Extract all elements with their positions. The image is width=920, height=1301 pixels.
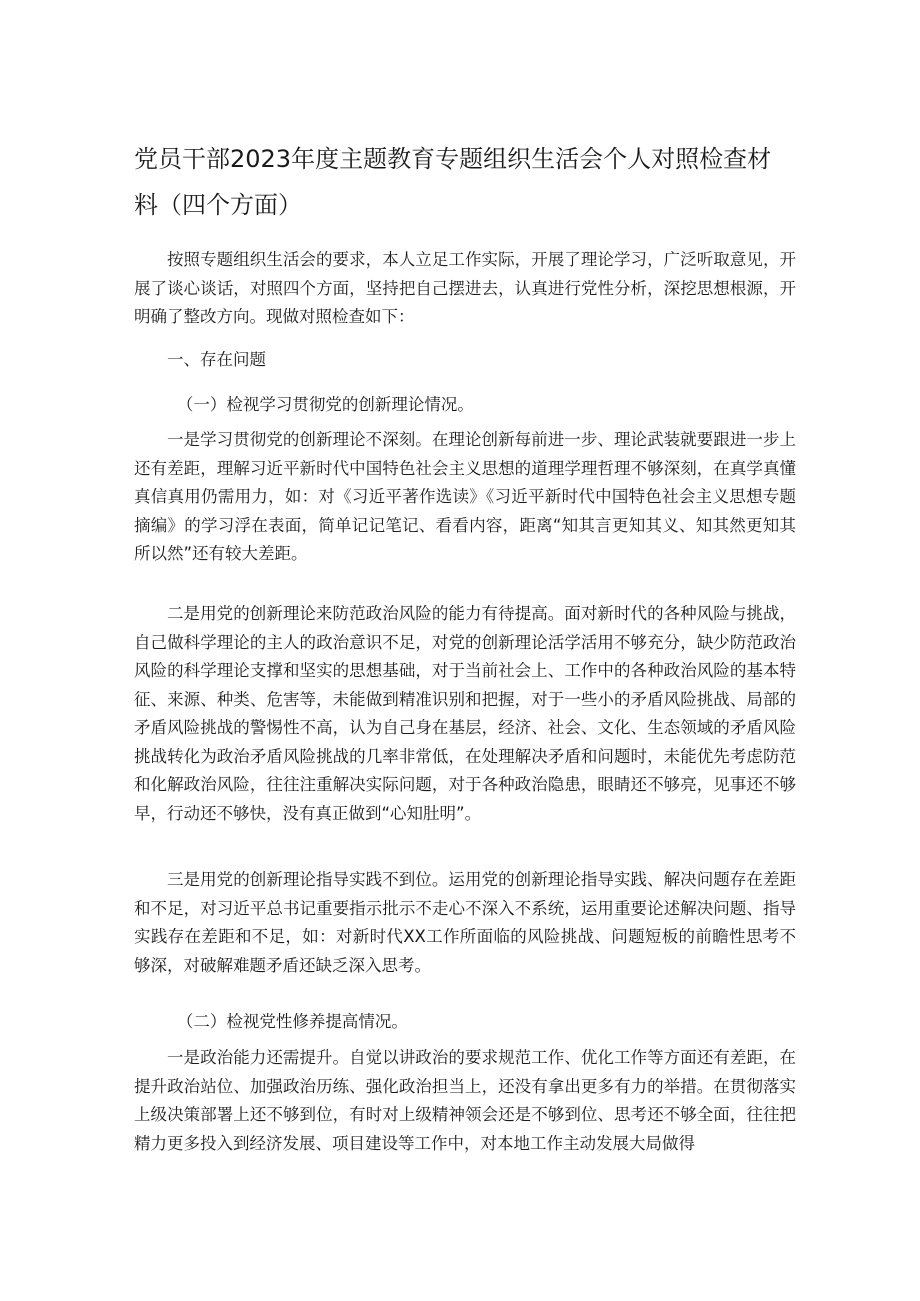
section-heading-problems: 一、存在问题: [167, 350, 266, 369]
paragraph-theory-1: 一是学习贯彻党的创新理论不深刻。在理论创新每前进一步、理论武装就要跟进一步上还有差距，理解习近平新时代中国特色社会主义思想的道理学理哲理不够深刻，在真学真懂真信真用仍需用力，如：对《习近平著作选读》《习近平新时代中国特色社会主义思想专题摘编》的学习浮在表面，简单记记笔记、看看内容，距离“知其言更知其义、知其然更知其所以然”还有较大差距。: [134, 430, 796, 563]
paragraph-theory-3: 三是用党的创新理论指导实践不到位。运用党的创新理论指导实践、解决问题存在差距和不足，对习近平总书记重要指示批示不走心不深入不系统，运用重要论述解决问题、指导实践存在差距和不足，如：对新时代XX工作所面临的风险挑战、问题短板的前瞻性思考不够深，对破解难题矛盾还缺乏深入思考。: [134, 870, 796, 975]
intro-paragraph: 按照专题组织生活会的要求，本人立足工作实际，开展了理论学习，广泛听取意见，开展了谈心谈话，对照四个方面，坚持把自己摆进去，认真进行党性分析，深挖思想根源，开明确了整改方向。现做对照检查如下：: [134, 250, 796, 326]
paragraph-theory-2: 二是用党的创新理论来防范政治风险的能力有待提高。面对新时代的各种风险与挑战，自己做科学理论的主人的政治意识不足，对党的创新理论活学活用不够充分，缺少防范政治风险的科学理论支撑和坚实的思想基础，对于当前社会上、工作中的各种政治风险的基本特征、来源、种类、危害等，未能做到精准识别和把握，对于一些小的矛盾风险挑战、局部的矛盾风险挑战的警惕性不高，认为自己身在基层，经济、社会、文化、生态领域的矛盾风险挑战转化为政治矛盾风险挑战的几率非常低，在处理解决矛盾和问题时，未能优先考虑防范和化解政治风险，往往注重解决实际问题，对于各种政治隐患，眼睛还不够亮，见事还不够早，行动还不够快，没有真正做到“心知肚明”。: [134, 604, 796, 823]
subsection-heading-theory: （一）检视学习贯彻党的创新理论情况。: [176, 395, 474, 414]
document-title: 党员干部2023年度主题教育专题组织生活会个人对照检查材料（四个方面）: [134, 145, 772, 219]
paragraph-party-spirit-1: 一是政治能力还需提升。自觉以讲政治的要求规范工作、优化工作等方面还有差距，在提升政治站位、加强政治历练、强化政治担当上，还没有拿出更多有力的举措。在贯彻落实上级决策部署上还不够到位，有时对上级精神领会还是不够到位、思考还不够全面，往往把精力更多投入到经济发展、项目建设等工作中，对本地工作主动发展大局做得: [134, 1048, 796, 1153]
subsection-heading-party-spirit: （二）检视党性修养提高情况。: [176, 1012, 408, 1031]
